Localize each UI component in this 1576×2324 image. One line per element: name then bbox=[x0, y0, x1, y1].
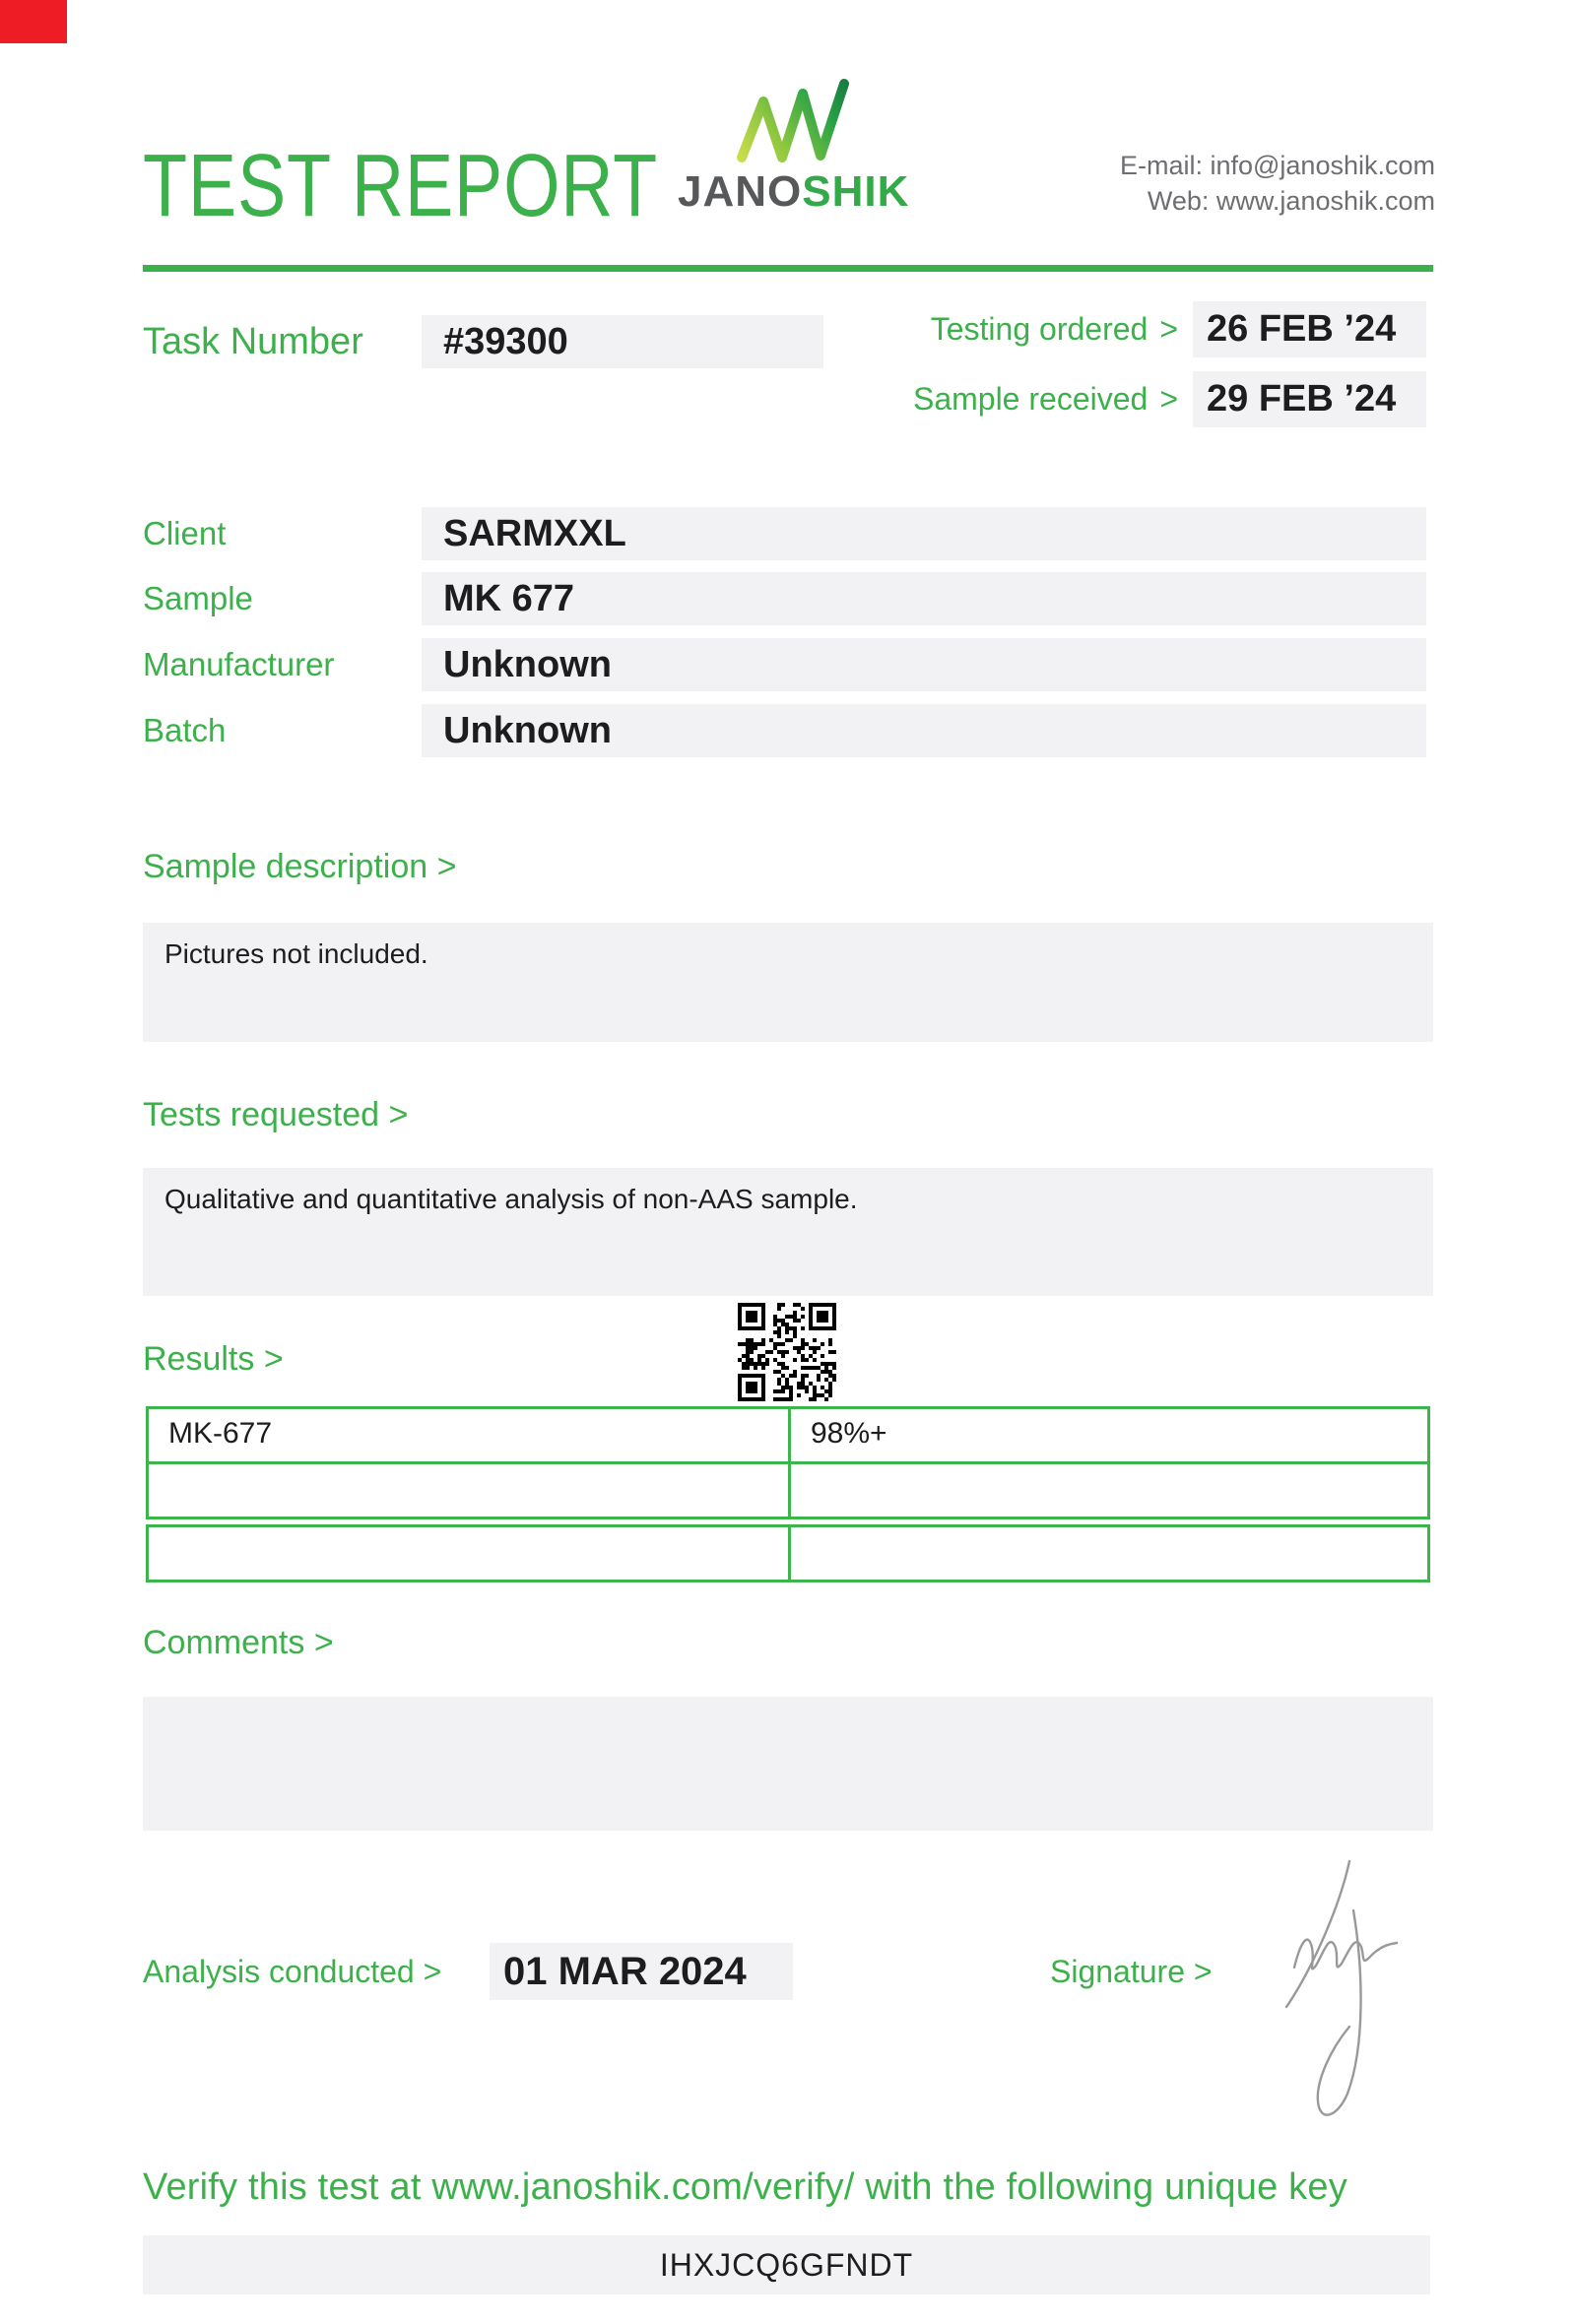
analysis-date-value: 01 MAR 2024 bbox=[490, 1943, 793, 2000]
tests-requested-heading: Tests requested > bbox=[143, 1096, 409, 1133]
results-heading: Results > bbox=[143, 1340, 284, 1378]
sample-received-date: 29 FEB ’24 bbox=[1193, 371, 1426, 427]
client-label: Client bbox=[143, 515, 227, 551]
result-value-cell bbox=[788, 1527, 1427, 1580]
batch-value: Unknown bbox=[422, 704, 1426, 757]
result-substance-cell bbox=[149, 1464, 788, 1517]
tests-requested-box: Qualitative and quantitative analysis of non-AAS sample. bbox=[143, 1168, 1433, 1296]
comments-box bbox=[143, 1697, 1433, 1831]
verify-key-value: IHXJCQ6GFNDT bbox=[143, 2235, 1430, 2294]
task-number-value: #39300 bbox=[422, 315, 823, 368]
logo-shik: SHIK bbox=[802, 167, 910, 216]
chevron-right-icon: > bbox=[1159, 381, 1178, 417]
header-divider bbox=[143, 265, 1433, 272]
manufacturer-label: Manufacturer bbox=[143, 646, 335, 682]
batch-label: Batch bbox=[143, 712, 227, 748]
client-value: SARMXXL bbox=[422, 507, 1426, 560]
analysis-conducted-label: Analysis conducted > bbox=[143, 1954, 442, 1989]
testing-ordered-date: 26 FEB ’24 bbox=[1193, 301, 1426, 357]
sample-description-heading: Sample description > bbox=[143, 848, 457, 885]
testing-ordered-label: Testing ordered > bbox=[930, 311, 1178, 347]
logo-wordmark bbox=[678, 167, 910, 217]
sample-label: Sample bbox=[143, 580, 253, 616]
logo-chart-icon bbox=[734, 77, 857, 170]
result-substance-cell bbox=[149, 1527, 788, 1580]
sample-received-label: Sample received > bbox=[912, 381, 1178, 417]
logo-jano: JANO bbox=[678, 167, 803, 216]
sample-value: MK 677 bbox=[422, 572, 1426, 625]
red-corner-marker bbox=[0, 0, 67, 43]
task-number-label: Task Number bbox=[143, 321, 363, 362]
results-table bbox=[146, 1406, 1430, 1519]
signature-image bbox=[1251, 1849, 1418, 2145]
result-value-cell: 98%+ bbox=[788, 1409, 1427, 1461]
table-row bbox=[149, 1461, 1427, 1517]
result-substance-cell: MK-677 bbox=[168, 1417, 273, 1450]
verify-instruction: Verify this test at www.janoshik.com/verify/ with the following unique key bbox=[143, 2166, 1347, 2208]
sample-description-box: Pictures not included. bbox=[143, 923, 1433, 1042]
comments-heading: Comments > bbox=[143, 1624, 334, 1661]
contact-web: Web: www.janoshik.com bbox=[1147, 186, 1435, 216]
contact-email: E-mail: info@janoshik.com bbox=[1119, 151, 1435, 180]
result-value-cell bbox=[788, 1464, 1427, 1517]
manufacturer-value: Unknown bbox=[422, 638, 1426, 691]
table-row bbox=[149, 1527, 1427, 1580]
qr-code bbox=[738, 1303, 836, 1401]
chevron-right-icon: > bbox=[1159, 311, 1178, 347]
signature-label: Signature > bbox=[1050, 1954, 1213, 1989]
page-title: TEST REPORT bbox=[143, 137, 658, 235]
contact-block bbox=[1120, 148, 1435, 219]
results-table-extra bbox=[146, 1524, 1430, 1582]
table-row bbox=[149, 1409, 1427, 1461]
